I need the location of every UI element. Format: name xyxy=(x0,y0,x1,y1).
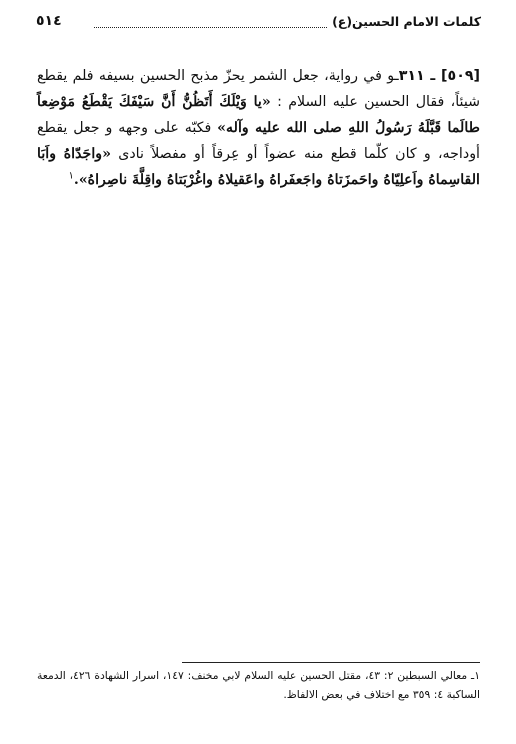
hadith-paragraph xyxy=(37,63,480,193)
running-title: كلمات الامام الحسين(ع) xyxy=(332,14,481,29)
hadith-reference: [٥٠٩] ـ ٣١١ xyxy=(398,68,481,84)
page-header xyxy=(36,14,481,36)
hadith-narration-2: فكبّه على وجهه و جعل يقطع أوداجه، و كان كلّما قطع منه عضواً أو عِرقاً أو مفصلاً نادى xyxy=(37,120,480,162)
hadith-quote-1: «يا وَيْلَكَ أَتَظُنُّ أَنَّ سَيْفَكَ يَقْطَعُ مَوْضِعاً طالَما قَبَّلَهُ رَسُولُ اللهِ صلى الله عليه وآله» xyxy=(37,94,480,136)
dotted-leader xyxy=(94,27,327,28)
hadith-quote-2: «واجَدّاهُ واَبَا القاسِماهُ واَعلِيّاهُ واحَمزَتاهُ واجَعفَراهُ واعَقيلاهُ واغُرْبَتاهُ واقِلَّةَ ناصِراهُ». xyxy=(37,146,480,188)
footnote-marker: ١ xyxy=(68,170,74,182)
page-number: ٥١٤ xyxy=(36,13,62,29)
body-text xyxy=(37,63,480,193)
hadith-narration: ـو في رواية، جعل الشمر يحزّ مذبح الحسين بسيفه فلم يقطع شيئاً، فقال الحسين عليه السلام : xyxy=(37,68,480,110)
footnote-separator xyxy=(182,662,480,663)
footnote-1: ١ـ معالي السبطين ٢: ٤٣، مقتل الحسين عليه السلام لابي مخنف: ١٤٧، اسرار الشهادة ٤٢٦، الدمعة الساكبة ٤: ٣٥٩ مع اختلاف في بعض الالفاظ. xyxy=(37,669,481,701)
footnotes xyxy=(37,666,480,704)
